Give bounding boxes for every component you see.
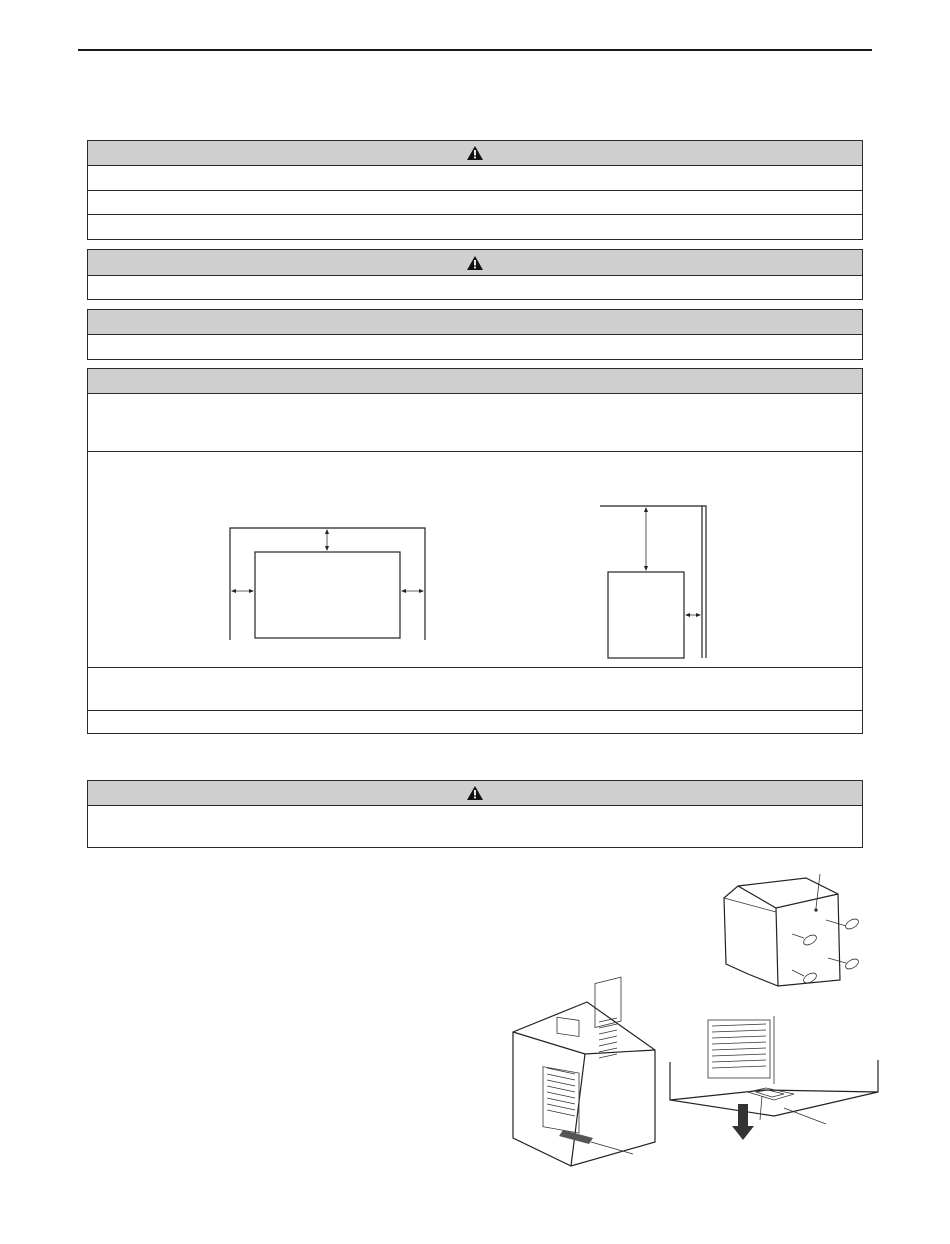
table-body [87,275,863,300]
clearance-side-view [595,500,715,665]
notice-table-1 [87,309,863,360]
table-header [87,368,863,394]
clearance-front-view [220,520,435,645]
row-divider [88,451,862,452]
row-divider [88,214,862,215]
table-header [87,249,863,276]
table-header [87,140,863,166]
table-body [87,165,863,240]
warning-table-1 [87,140,863,240]
unit-bottom-drain [666,1012,886,1152]
table-header [87,780,863,806]
row-divider [88,667,862,668]
notice-table-2 [87,368,863,734]
table-body [87,334,863,360]
warning-icon [467,256,483,270]
warning-icon [467,146,483,160]
table-body [87,393,863,734]
row-divider [88,190,862,191]
table-body [87,805,863,848]
table-header [87,309,863,335]
warning-table-2 [87,249,863,300]
row-divider [88,710,862,711]
unit-isometric [505,1002,665,1170]
top-rule [78,49,872,51]
warning-icon [467,786,483,800]
warning-table-3 [87,780,863,848]
unit-rear-feet [718,868,868,993]
